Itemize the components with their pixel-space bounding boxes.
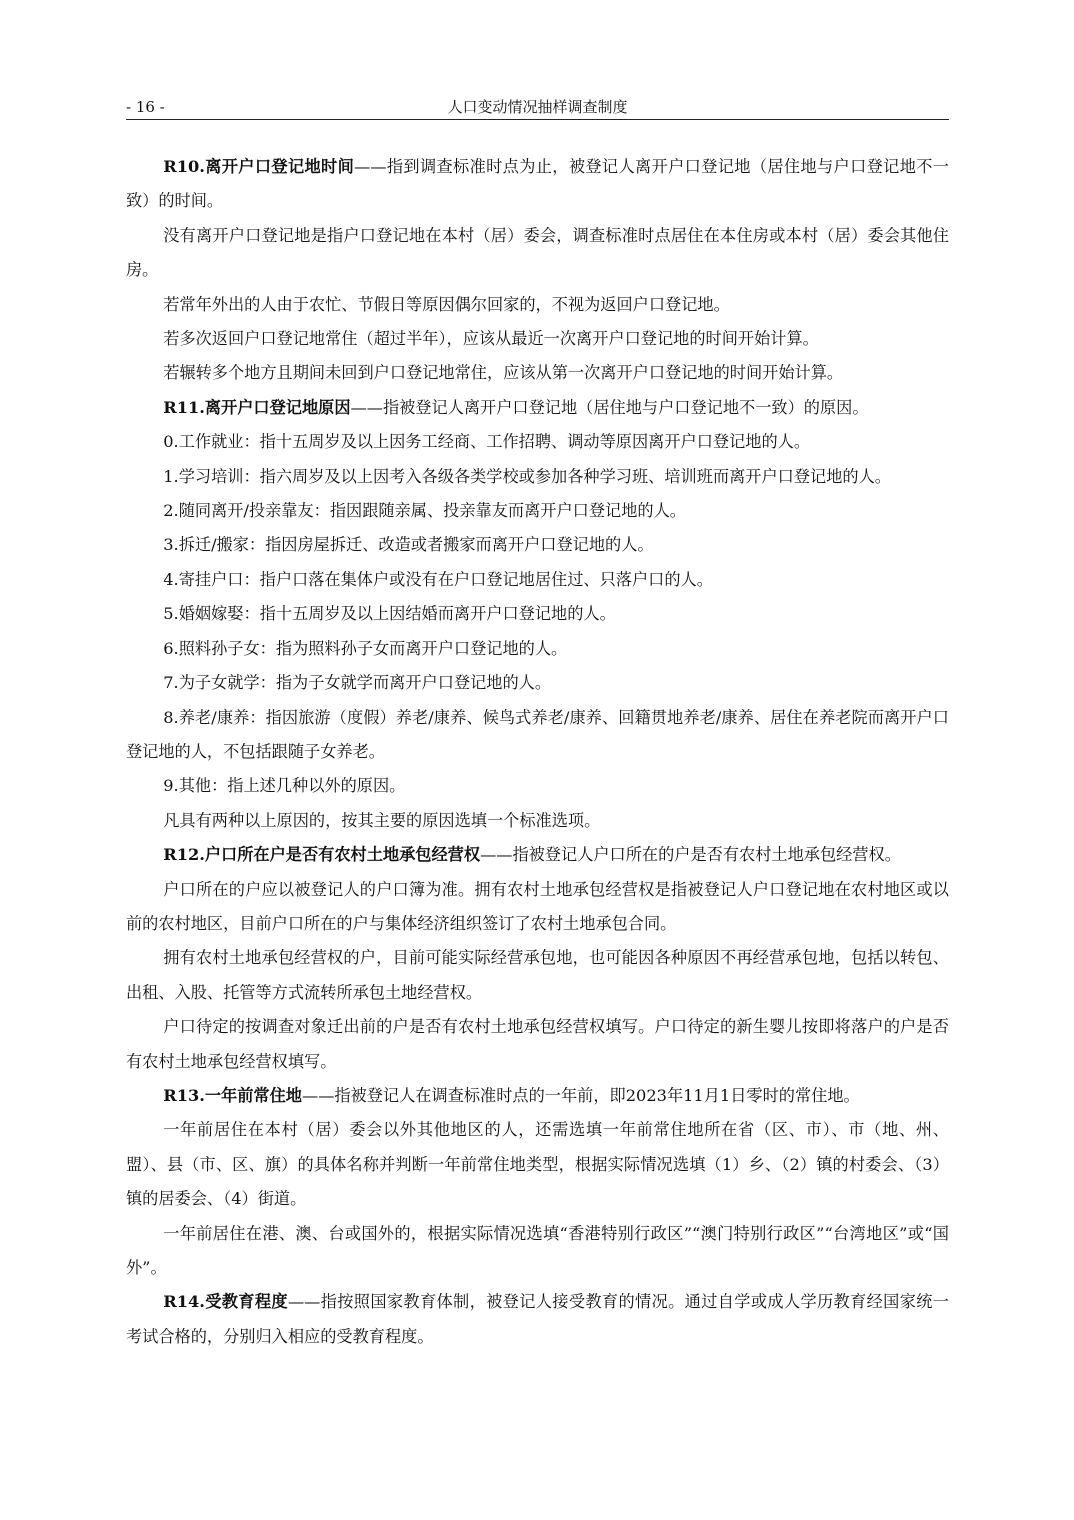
paragraph [126,150,949,219]
paragraph-text: 一年前居住在港、澳、台或国外的，根据实际情况选填“香港特别行政区”“澳门特别行政区”“台湾地区”或“国外”。 [126,1223,949,1277]
paragraph [126,288,949,322]
paragraph-text: ——指被登记人户口所在的户是否有农村土地承包经营权。 [480,845,901,865]
paragraph-text: 一年前居住在本村（居）委会以外其他地区的人，还需选填一年前常住地所在省（区、市）、市（地、州、盟）、县（市、区、旗）的具体名称并判断一年前常住地类型，根据实际情况选填（1）乡、（2）镇的村委会、（3）镇的居委会、（4）街道。 [126,1120,949,1209]
term-heading: R12.户口所在户是否有农村土地承包经营权 [163,845,481,865]
paragraph-text: 3.拆迁/搬家：指因房屋拆迁、改造或者搬家而离开户口登记地的人。 [163,535,654,555]
paragraph [126,873,949,942]
list-item [126,666,949,700]
paragraph [126,391,949,425]
paragraph [126,941,949,1010]
paragraph-text: 凡具有两种以上原因的，按其主要的原因选填一个标准选项。 [163,810,601,830]
paragraph-text: 0.工作就业：指十五周岁及以上因务工经商、工作招聘、调动等原因离开户口登记地的人。 [163,432,811,452]
paragraph-text: 8.养老/康养：指因旅游（度假）养老/康养、候鸟式养老/康养、回籍贯地养老/康养、居住在养老院而离开户口登记地的人，不包括跟随子女养老。 [126,707,949,761]
paragraph [126,804,949,838]
document-body [126,150,949,1354]
list-item [126,425,949,459]
list-item [126,460,949,494]
paragraph [126,1079,949,1113]
paragraph [126,838,949,872]
paragraph-text: 户口所在的户应以被登记人的户口簿为准。拥有农村土地承包经营权是指被登记人户口登记地在农村地区或以前的农村地区，目前户口所在的户与集体经济组织签订了农村土地承包合同。 [126,879,949,933]
paragraph-text: 4.寄挂户口：指户口落在集体户或没有在户口登记地居住过、只落户口的人。 [163,569,713,589]
paragraph-text: 9.其他：指上述几种以外的原因。 [163,776,406,796]
paragraph-text: 7.为子女就学：指为子女就学而离开户口登记地的人。 [163,673,552,693]
page-header [126,97,949,120]
list-item [126,632,949,666]
paragraph [126,1113,949,1216]
list-item [126,563,949,597]
paragraph-text: ——指被登记人在调查标准时点的一年前，即2023年11月1日零时的常住地。 [302,1085,860,1105]
list-item [126,597,949,631]
paragraph-text: 2.随同离开/投亲靠友：指因跟随亲属、投亲靠友而离开户口登记地的人。 [163,501,686,521]
paragraph-text: 若常年外出的人由于农忙、节假日等原因偶尔回家的，不视为返回户口登记地。 [163,294,730,314]
paragraph-text: ——指到调查标准时点为止，被登记人离开户口登记地（居住地与户口登记地不一致）的时间。 [126,157,949,211]
paragraph [126,1010,949,1079]
paragraph-text: 若辗转多个地方且期间未回到户口登记地常住，应该从第一次离开户口登记地的时间开始计算。 [163,363,844,383]
paragraph-text: 拥有农村土地承包经营权的户，目前可能实际经营承包地，也可能因各种原因不再经营承包地，包括以转包、出租、入股、托管等方式流转所承包土地经营权。 [126,948,949,1002]
paragraph [126,1285,949,1354]
list-item [126,494,949,528]
paragraph [126,219,949,288]
paragraph-text: ——指被登记人离开户口登记地（居住地与户口登记地不一致）的原因。 [350,397,869,417]
paragraph [126,1217,949,1286]
paragraph [126,322,949,356]
term-heading: R10.离开户口登记地时间 [163,157,355,176]
document-title: 人口变动情况抽样调查制度 [447,98,628,116]
paragraph-text: 6.照料孙子女：指为照料孙子女而离开户口登记地的人。 [163,638,568,658]
list-item [126,528,949,562]
paragraph [126,356,949,390]
list-item [126,769,949,803]
term-heading: R13.一年前常住地 [163,1085,302,1105]
term-heading: R14.受教育程度 [163,1292,288,1312]
paragraph-text: 5.婚姻嫁娶：指十五周岁及以上因结婚而离开户口登记地的人。 [163,604,616,624]
paragraph-text: 若多次返回户口登记地常住（超过半年），应该从最近一次离开户口登记地的时间开始计算。 [163,329,819,349]
page-number: - 16 - [126,98,165,116]
term-heading: R11.离开户口登记地原因 [163,397,351,417]
paragraph-text: ——指按照国家教育体制，被登记人接受教育的情况。通过自学或成人学历教育经国家统一考试合格的，分别归入相应的受教育程度。 [126,1292,949,1346]
paragraph-text: 1.学习培训：指六周岁及以上因考入各级各类学校或参加各种学习班、培训班而离开户口登记地的人。 [163,466,891,486]
list-item [126,701,949,770]
paragraph-text: 户口待定的按调查对象迁出前的户是否有农村土地承包经营权填写。户口待定的新生婴儿按即将落户的户是否有农村土地承包经营权填写。 [126,1017,949,1071]
paragraph-text: 没有离开户口登记地是指户口登记地在本村（居）委会，调查标准时点居住在本住房或本村（居）委会其他住房。 [126,225,949,280]
